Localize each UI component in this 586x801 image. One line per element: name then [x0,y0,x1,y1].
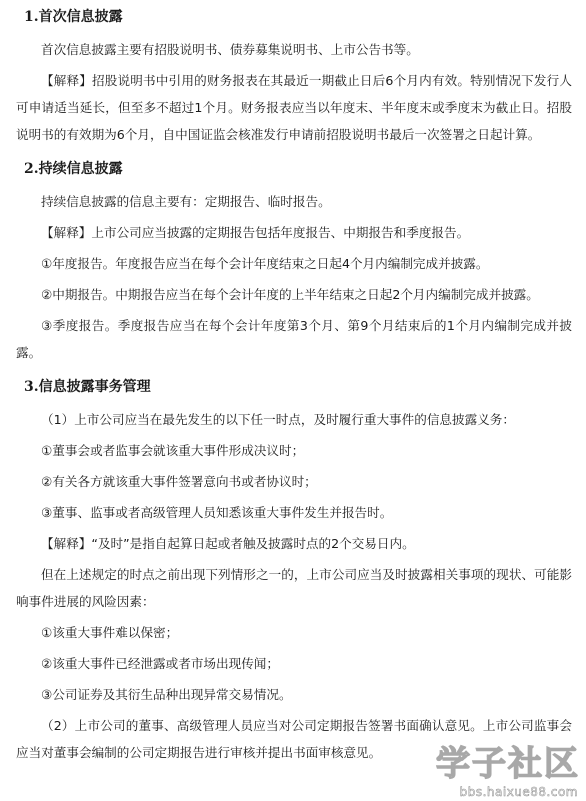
explanation-paragraph: 【解释】招股说明书中引用的财务报表在其最近一期截止日后6个月内有效。特别情况下发行人可申请适当延长，但至多不超过1个月。财务报表应当以年度末、半年度末或季度末为截止日。招股说明书的有效期为6个月，自中国证监会核准发行申请前招股说明书最后一次签署之日起计算。 [16,73,572,142]
watermark-text: 学子社区 [436,744,580,784]
list-item: ③董事、监事或者高级管理人员知悉该重大事件发生并报告时。 [41,505,393,520]
section-heading-continuous-disclosure: 2.持续信息披露 [24,161,123,177]
section-heading-disclosure-management: 3.信息披露事务管理 [24,379,151,395]
paragraph: 持续信息披露的信息主要有：定期报告、临时报告。 [41,194,331,209]
list-item: ①该重大事件难以保密； [41,625,179,640]
paragraph: （2）上市公司的董事、高级管理人员应当对公司定期报告签署书面确认意见。上市公司监事会应当对董事会编制的公司定期报告进行审核并提出书面审核意见。 [16,718,572,760]
list-item-quarterly-report: ③季度报告。季度报告应当在每个会计年度第3个月、第9个月结束后的1个月内编制完成并披露。 [16,318,572,360]
list-item: ③公司证券及其衍生品种出现异常交易情况。 [41,687,292,702]
paragraph: （1）上市公司应当在最先发生的以下任一时点，及时履行重大事件的信息披露义务： [41,412,515,427]
explanation-paragraph: 【解释】“及时”是指自起算日起或者触及披露时点的2个交易日内。 [41,536,415,551]
paragraph: 但在上述规定的时点之前出现下列情形之一的，上市公司应当及时披露相关事项的现状、可能影响事件进展的风险因素： [16,567,572,609]
explanation-paragraph: 【解释】上市公司应当披露的定期报告包括年度报告、中期报告和季度报告。 [41,225,470,240]
list-item: ②有关各方就该重大事件签署意向书或者协议时； [41,474,317,489]
list-item-annual-report: ①年度报告。年度报告应当在每个会计年度结束之日起4个月内编制完成并披露。 [41,256,489,271]
list-item: ②该重大事件已经泄露或者市场出现传闻； [41,656,279,671]
list-item-interim-report: ②中期报告。中期报告应当在每个会计年度的上半年结束之日起2个月内编制完成并披露。 [41,287,539,302]
list-item: ①董事会或者监事会就该重大事件形成决议时； [41,443,305,458]
paragraph: 首次信息披露主要有招股说明书、债券募集说明书、上市公告书等。 [41,42,419,57]
watermark-url: bbs.haixue88.com [459,785,578,799]
section-heading-initial-disclosure: 1.首次信息披露 [24,9,123,25]
